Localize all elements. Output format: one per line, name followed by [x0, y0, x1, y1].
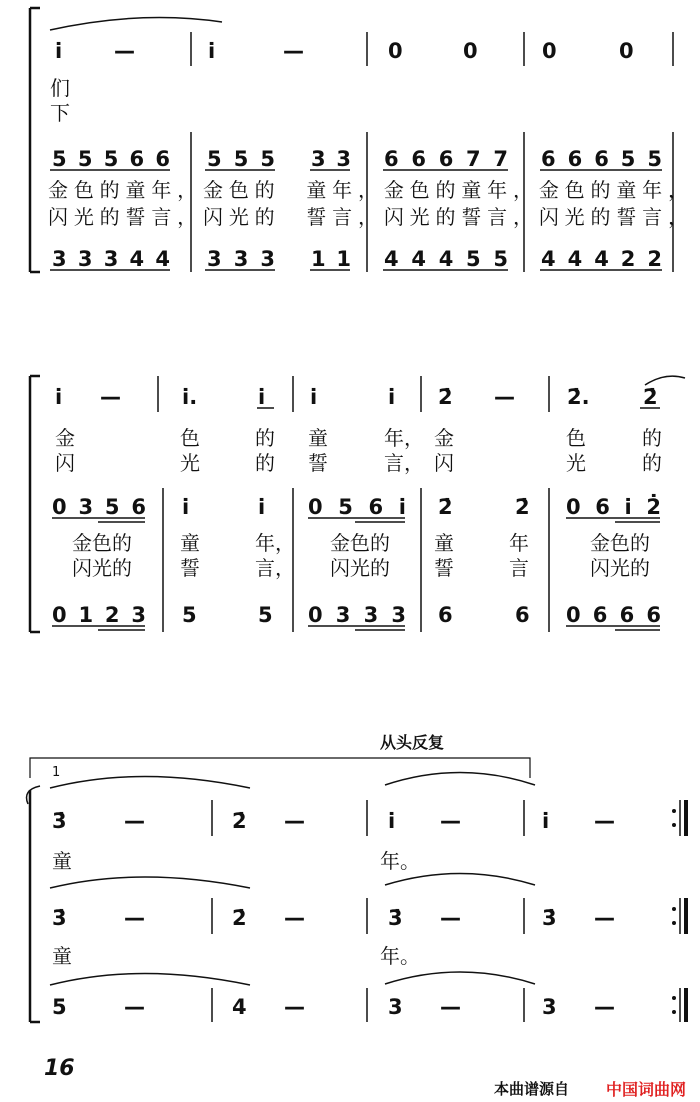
lyric: 金色的: [330, 531, 390, 555]
system-3-brace: [30, 790, 40, 1022]
lyric: 言，: [255, 556, 295, 580]
note: 5: [52, 995, 67, 1019]
note: 0: [388, 39, 403, 63]
bass-notes: 0666: [566, 603, 661, 627]
dash: —: [284, 995, 305, 1019]
lyric: 年: [509, 531, 529, 555]
dash: —: [124, 809, 145, 833]
harmony-notes: 11: [311, 247, 351, 271]
dash: —: [440, 809, 461, 833]
dash: —: [594, 809, 615, 833]
lyric: 童: [52, 944, 72, 968]
site-link[interactable]: 中国词曲网: [606, 1080, 687, 1099]
system-2: [30, 376, 685, 632]
lyric: 闪光的: [72, 556, 132, 580]
alto-notes: 0356: [52, 495, 146, 519]
note: 2̇: [438, 385, 453, 409]
dash: —: [124, 906, 145, 930]
lyric: 年，: [384, 426, 424, 450]
note: 2̇: [232, 809, 247, 833]
system-2-bracket: [30, 376, 40, 632]
bass-notes: 5: [258, 603, 273, 627]
dash: —: [594, 906, 615, 930]
note: i̇: [258, 385, 266, 409]
lyric: 的: [642, 426, 662, 450]
alto-notes: i̇: [258, 495, 266, 519]
slur: [50, 777, 250, 789]
lyric: 童: [180, 531, 200, 555]
repeat-end: [672, 800, 688, 836]
repeat-end: [672, 988, 688, 1022]
note: i̇: [55, 385, 63, 409]
slur: [385, 773, 535, 786]
lyric: 下: [50, 101, 70, 125]
dash: —: [494, 385, 515, 409]
harmony-notes: 66655: [541, 147, 662, 171]
bass-notes: 6: [438, 603, 453, 627]
alto-notes: 056i̇: [308, 495, 406, 519]
alto-notes: i̇: [182, 495, 190, 519]
note: 0: [542, 39, 557, 63]
harmony-notes: 33344: [52, 247, 170, 271]
brace-curl: [27, 786, 41, 804]
note: i̇: [388, 385, 396, 409]
repeat-end: [672, 898, 688, 934]
dash: —: [283, 39, 304, 63]
lyric: 誓: [180, 556, 200, 580]
lyric: 的: [255, 426, 275, 450]
lyric: 誓: [308, 451, 328, 475]
note: i̇: [208, 39, 216, 63]
lyric: 金: [434, 426, 454, 450]
slur: [50, 974, 250, 986]
lyric: 金色的: [72, 531, 132, 555]
page-number: 16: [44, 1056, 75, 1081]
system-1-bracket: [30, 8, 40, 272]
note: 2̇: [643, 385, 658, 409]
lyric: 金: [55, 426, 75, 450]
alto-notes: 06i̇2̇: [566, 495, 661, 519]
bass-notes: 0123: [52, 603, 146, 627]
system-3: [27, 758, 689, 1022]
note: i̇: [55, 39, 63, 63]
lyric: 年，: [255, 531, 295, 555]
note: 3: [388, 995, 403, 1019]
dash: —: [114, 39, 135, 63]
note: i̇: [310, 385, 318, 409]
lyric: 年。: [380, 944, 420, 968]
system-1-text: [48, 39, 688, 271]
lyric: 闪: [55, 451, 75, 475]
note: 4: [232, 995, 247, 1019]
dash: —: [440, 906, 461, 930]
note: 3̇: [388, 906, 403, 930]
harmony-notes: 44422: [541, 247, 662, 271]
bass-notes: 6: [515, 603, 530, 627]
lyric: 色: [180, 426, 200, 450]
lyric: 光: [180, 451, 200, 475]
lyric: 年。: [380, 849, 420, 873]
dash: —: [100, 385, 121, 409]
note: 2̇.: [567, 385, 590, 409]
verse-line: 闪光的誓言，闪光的 誓言，闪光的誓言，闪光的誓言，: [48, 205, 688, 229]
note: i̇: [388, 809, 396, 833]
lyric: 誓: [434, 556, 454, 580]
verse-line: 金色的童年，金色的 童年，金色的童年，金色的童年，: [48, 178, 688, 202]
lyric: 色: [566, 426, 586, 450]
lyric: 言: [509, 556, 529, 580]
harmony-notes: 55566: [52, 147, 170, 171]
repeat-label: 从头反复: [380, 733, 445, 752]
note: 0: [619, 39, 634, 63]
dash: —: [284, 809, 305, 833]
bass-notes: 5: [182, 603, 197, 627]
lyric: 闪光的: [330, 556, 390, 580]
harmony-notes: 333: [207, 247, 275, 271]
dash: —: [284, 906, 305, 930]
lyric: 光: [566, 451, 586, 475]
note: 3: [542, 995, 557, 1019]
harmony-notes: 33: [311, 147, 351, 171]
note: 3̇: [52, 906, 67, 930]
note: i̇: [542, 809, 550, 833]
alto-notes: 2̇: [438, 495, 453, 519]
dash: —: [124, 995, 145, 1019]
tie: [645, 376, 685, 385]
volta-number: 1: [52, 765, 61, 780]
note: 0: [463, 39, 478, 63]
lyric: 童: [308, 426, 328, 450]
lyric: 童: [434, 531, 454, 555]
volta-bracket: [30, 758, 530, 778]
harmony-notes: 555: [207, 147, 275, 171]
slur: [50, 877, 250, 888]
lyric: 们: [50, 76, 70, 100]
note: i̇.: [182, 385, 198, 409]
note: 2̇: [232, 906, 247, 930]
lyric: 童: [52, 849, 72, 873]
harmony-notes: 44455: [384, 247, 508, 271]
lyric: 闪: [434, 451, 454, 475]
slur: [50, 18, 222, 31]
note: 3̇: [542, 906, 557, 930]
alto-notes: 2̇: [515, 495, 530, 519]
bass-notes: 0333: [308, 603, 406, 627]
dash: —: [594, 995, 615, 1019]
note: 3̇: [52, 809, 67, 833]
system-2-text: [52, 385, 662, 627]
slur: [385, 874, 535, 886]
slur: [385, 972, 535, 984]
lyric: 金色的: [590, 531, 650, 555]
dash: —: [440, 995, 461, 1019]
lyric: 的: [255, 451, 275, 475]
lyric: 的: [642, 451, 662, 475]
lyric: 言，: [384, 451, 424, 475]
harmony-notes: 66677: [384, 147, 508, 171]
source-label: 本曲谱源自: [494, 1080, 570, 1098]
lyric: 闪光的: [590, 556, 650, 580]
